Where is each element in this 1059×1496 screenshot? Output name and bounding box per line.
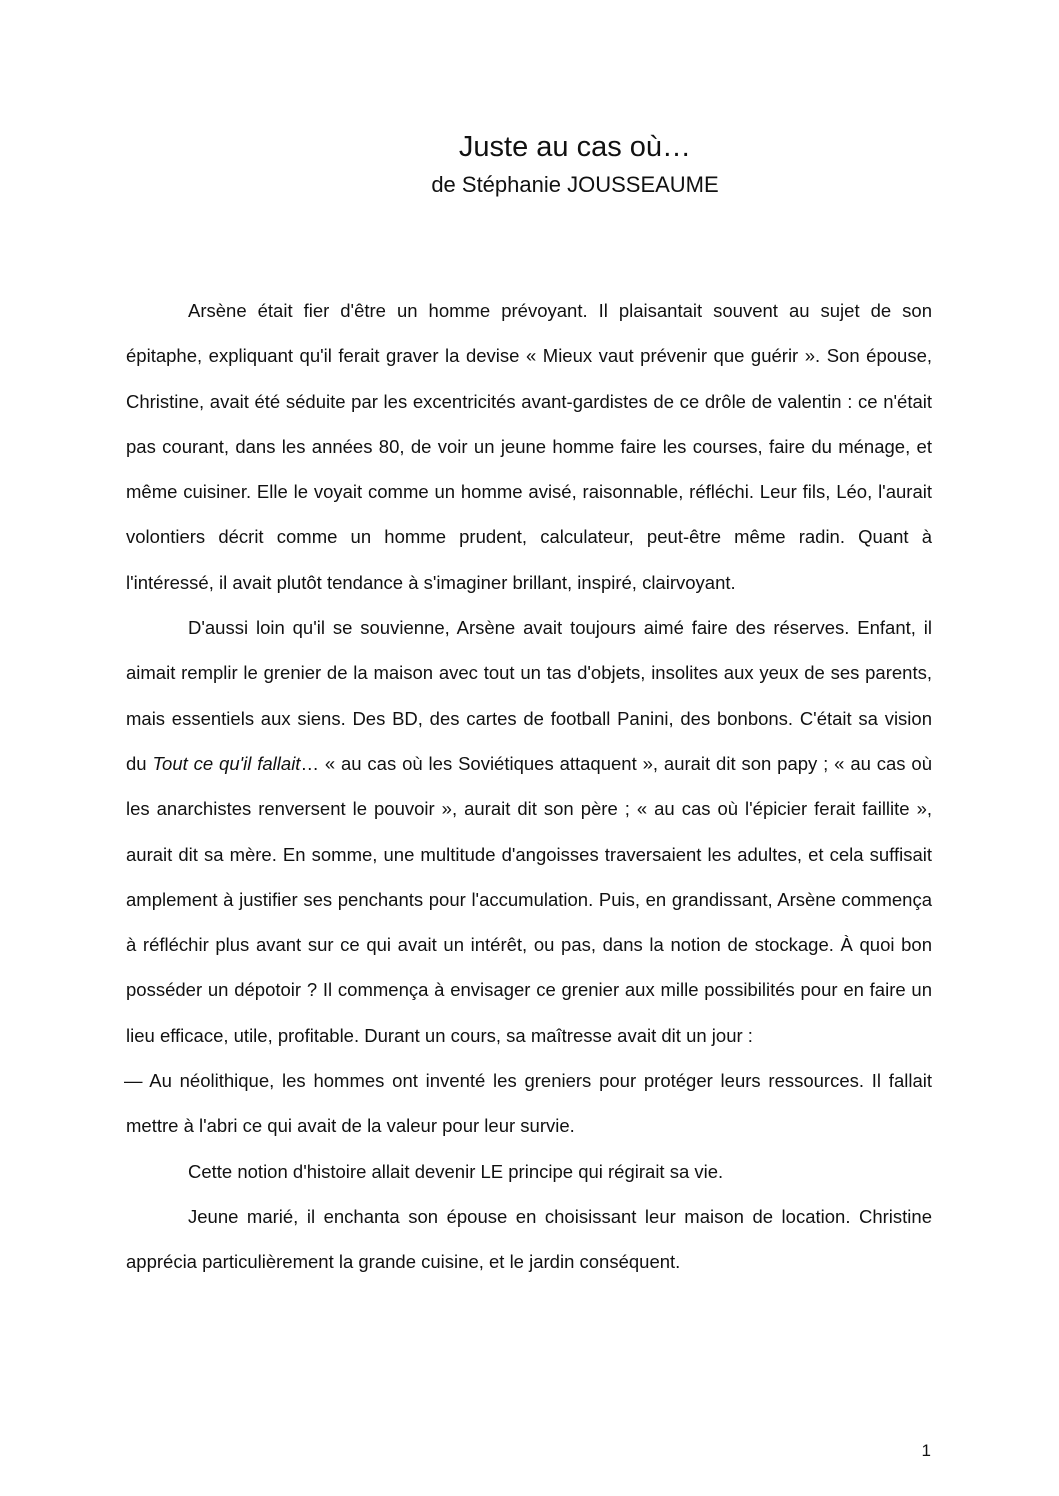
document-title: Juste au cas où… bbox=[458, 131, 692, 163]
paragraph-2-text-end: … « au cas où les Soviétiques attaquent », aurait dit son papy ; « au cas où les anarchistes renversent le pouvoir », aurait dit son père ; « au cas où l'épicier ferait faillite », aurait dit sa mère. En somme, une multitude d'angoisses traversaient les adultes, et cela suffisait amplement à justifier ses penchants pour l'accumulation. Puis, en grandissant, Arsène commença à réfléchir plus avant sur ce qui avait un intérêt, ou pas, dans la notion de stockage. À quoi bon posséder un dépotoir ? Il commença à envisager ce grenier aux mille possibilités pour en faire un lieu efficace, utile, profitable. Durant un cours, sa maîtresse avait dit un jour : bbox=[126, 752, 933, 1046]
body-text bbox=[126, 288, 932, 1285]
paragraph-2 bbox=[126, 605, 932, 1058]
paragraph-5: Jeune marié, il enchanta son épouse en choisissant leur maison de location. Christine apprécia particulièrement la grande cuisine, et le jardin conséquent. bbox=[126, 1205, 932, 1273]
paragraph-2-text-start: D'aussi loin qu'il se souvienne, Arsène avait toujours aimé faire des réserves. Enfant, il aimait remplir le grenier de la maison avec tout un tas d'objets, insolites aux yeux de ses parents, mais essentiels aux siens. Des BD, des cartes de football Panini, des bonbons. C'était sa vision du bbox=[126, 617, 932, 774]
paragraph-1: Arsène était fier d'être un homme prévoyant. Il plaisantait souvent au sujet de son épitaphe, expliquant qu'il ferait graver la devise « Mieux vaut prévenir que guérir ». Son épouse, Christine, avait été séduite par les excentricités avant-gardistes de ce drôle de valentin : ce n'était pas courant, dans les années 80, de voir un jeune homme faire les courses, faire du ménage, et même cuisiner. Elle le voyait comme un homme avisé, raisonnable, réfléchi. Leur fils, Léo, l'aurait volontiers décrit comme un homme prudent, calculateur, peut-être même radin. Quant à l'intéressé, il avait plutôt tendance à s'imaginer brillant, inspiré, clairvoyant. bbox=[126, 300, 932, 593]
paragraph-4: Cette notion d'histoire allait devenir LE principe qui régirait sa vie. bbox=[188, 1160, 724, 1182]
dialogue-dash: — bbox=[124, 1070, 143, 1092]
document-author: de Stéphanie JOUSSEAUME bbox=[431, 172, 719, 197]
paragraph-2-italic: Tout ce qu'il fallait bbox=[152, 752, 301, 774]
page-number: 1 bbox=[921, 1441, 931, 1460]
dialogue-paragraph bbox=[126, 1058, 932, 1149]
dialogue-text: Au néolithique, les hommes ont inventé les greniers pour protéger leurs ressources. Il fallait mettre à l'abri ce qui avait de la valeur pour leur survie. bbox=[126, 1070, 932, 1137]
